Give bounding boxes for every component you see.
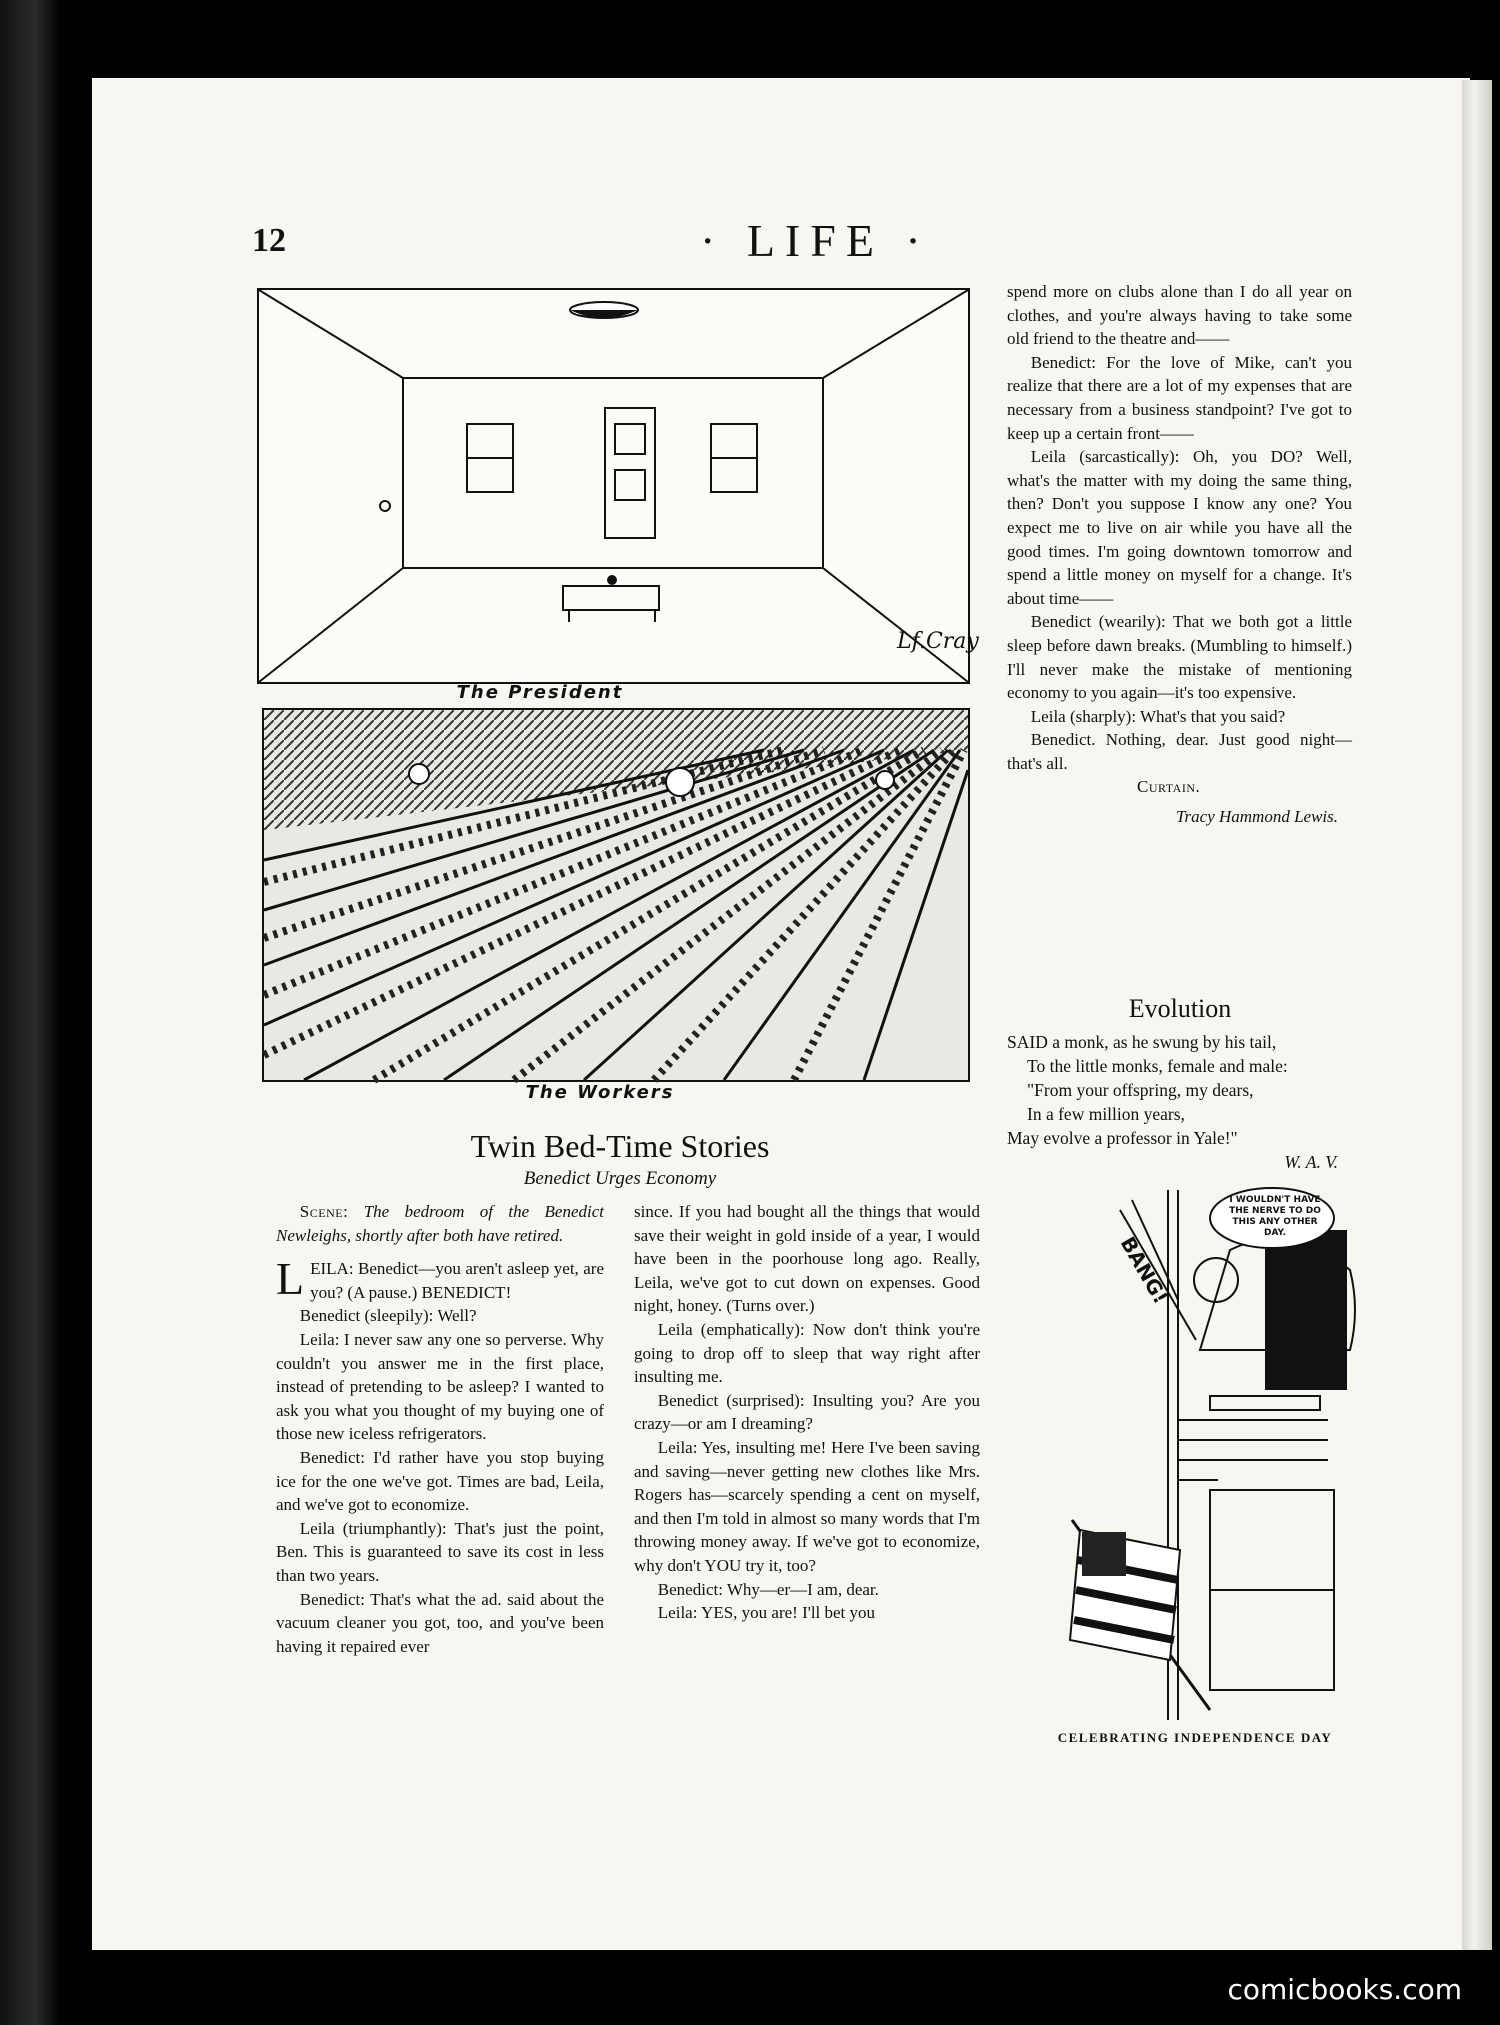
dialogue-line: Benedict: For the love of Mike, can't you realize that there are a lot of my expenses that are necessary from a business standpoint? I've got to keep up a certain front—— — [1007, 352, 1352, 443]
empty-office-drawing — [259, 290, 979, 682]
dialogue-line: Leila: I never saw any one so perverse. Why couldn't you answer me in the first place, instead of pretending to be asleep? I wanted to ask you what you thought of my buying one of those new iceless refrigerators. — [276, 1329, 604, 1444]
story-title: Twin Bed-Time Stories — [470, 1128, 770, 1164]
dialogue-line: Benedict: Why—er—I am, dear. — [657, 1579, 879, 1599]
dialogue-line: Benedict (surprised): Insulting you? Are you crazy—or am I dreaming? — [634, 1390, 980, 1434]
drop-cap: L — [276, 1253, 305, 1305]
dialogue-line: since. If you had bought all the things that would save their weight in gold inside of a year, I would have been in the poorhouse long ago. Really, Leila, we've got to cut down on expenses. Good night, honey. (Turns over.) — [634, 1202, 980, 1316]
story-column-2 — [634, 1200, 980, 1625]
scan-left-edge — [0, 0, 60, 2025]
dialogue-line: Benedict: That's what the ad. said about the vacuum cleaner you got, too, and you've been having it repaired ever — [276, 1589, 604, 1656]
workers-cartoon — [262, 708, 970, 1082]
opening-line — [276, 1253, 604, 1305]
page-number: 12 — [252, 222, 286, 259]
window-celebration-drawing — [1060, 1190, 1350, 1720]
bang-text: BANG! — [1115, 1232, 1173, 1308]
independence-day-caption: CELEBRATING INDEPENDENCE DAY — [1057, 1730, 1333, 1745]
workers-caption: The Workers — [525, 1082, 675, 1103]
scan-right-edge — [1462, 80, 1492, 1950]
poem-line: To the little monks, female and male: — [1027, 1056, 1288, 1076]
president-caption: The President — [456, 682, 624, 703]
poem-line: May evolve a professor in Yale!" — [1007, 1128, 1238, 1148]
poem-line: SAID a monk, as he swung by his tail, — [1007, 1032, 1277, 1052]
curtain-line: Curtain. — [1137, 777, 1201, 797]
president-cartoon — [257, 288, 979, 684]
story-author: Tracy Hammond Lewis. — [1176, 807, 1338, 827]
poem — [1007, 1030, 1352, 1174]
story-column-1 — [276, 1200, 604, 1658]
dialogue-line: Leila (triumphantly): That's just the point, Ben. This is guaranteed to save its cost in less than two years. — [276, 1518, 604, 1585]
dialogue-line: Leila (sarcastically): Oh, you DO? Well, what's the matter with my doing the same thing, then? Don't you suppose I know any one? You expect me to live on air while you have all the good times. I'm going downtown tomorrow and spend a little money on myself for a change. It's about time—— — [1007, 447, 1352, 608]
dialogue-line: Leila: Yes, insulting me! Here I've been saving and saving—never getting new clothes like Mrs. Rogers has—scarcely spending a cent on myself, and then I'm told in almost so many words that I'm throwing money away. If we've got to economize, why don't YOU try it, too? — [634, 1437, 980, 1575]
scene-text: The bedroom of the Benedict Newleighs, shortly after both have retired. — [276, 1202, 605, 1245]
poem-line: "From your offspring, my dears, — [1027, 1080, 1254, 1100]
dialogue-line: Benedict (wearily): That we both got a little sleep before dawn breaks. (Mumbling to himself.) I'll never make the mistake of mentioning economy to you again—it's too expensive. — [1007, 612, 1352, 703]
dialogue-line: Leila: YES, you are! I'll bet you — [657, 1603, 876, 1623]
dialogue-line: Benedict. Nothing, dear. Just good night—that's all. — [1007, 730, 1352, 773]
opening-text: EILA: Benedict—you aren't asleep yet, are you? (A pause.) BENEDICT! — [310, 1259, 604, 1302]
masthead: · LIFE · — [700, 215, 931, 266]
speech-balloon-text: I WOULDN'T HAVE THE NERVE TO DO THIS ANY OTHER DAY. — [1229, 1195, 1321, 1238]
dialogue-line: Leila (sharply): What's that you said? — [1030, 706, 1286, 726]
dialogue-line: spend more on clubs alone than I do all year on clothes, and you're always having to take some old friend to the theatre and—— — [1007, 282, 1352, 349]
poem-author: W. A. V. — [1284, 1152, 1338, 1172]
dialogue-line: Benedict (sleepily): Well? — [299, 1306, 477, 1326]
factory-floor-drawing — [264, 710, 968, 1080]
watermark-logo: comicbooks.com — [1227, 1973, 1462, 2006]
story-subtitle: Benedict Urges Economy — [523, 1168, 717, 1189]
dialogue-line: Benedict: I'd rather have you stop buying ice for the one we've got. Times are bad, Leila, and we've got to economize. — [276, 1447, 604, 1515]
poem-line: In a few million years, — [1027, 1104, 1185, 1124]
independence-day-cartoon — [1060, 1190, 1350, 1720]
dialogue-line: Leila (emphatically): Now don't think you're going to drop off to sleep that way right after insulting me. — [634, 1319, 980, 1387]
american-flag — [1070, 1520, 1210, 1710]
scene-direction — [276, 1200, 604, 1247]
scene-label: Scene: — [299, 1202, 349, 1221]
story-column-3 — [1007, 280, 1352, 829]
poem-title: Evolution — [1128, 994, 1232, 1023]
svg-text:Lf.Cray: Lf.Cray — [897, 629, 979, 654]
